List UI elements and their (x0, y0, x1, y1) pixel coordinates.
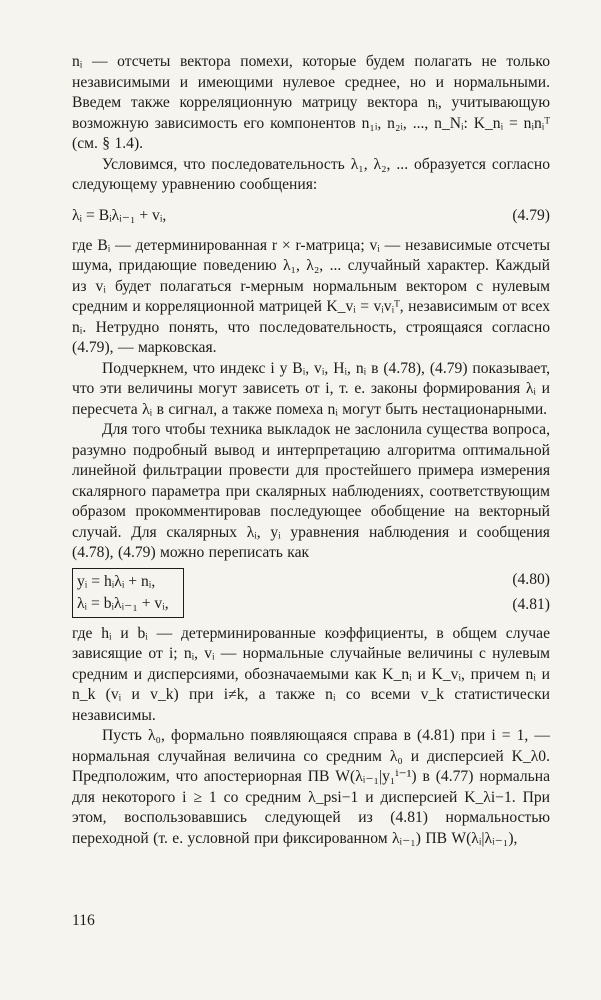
paragraph-matrix-definitions: где Bᵢ — детерминированная r × r-матрица; vᵢ — независимые отсчеты шума, придающие поведению λ₁, λ₂, ... случайный характер. Каждый из vᵢ будет полагаться r-мерным нормальным вектором с нулевым средним и корреляционной матрицей K_vᵢ = vᵢvᵢᵀ, независимым от всех nᵢ. Нетрудно понять, что последовательность, строящаяся согласно (4.79), — марковская. (72, 236, 550, 356)
paragraph-coefficients: где hᵢ и bᵢ — детерминированные коэффициенты, в общем случае зависящие от i; nᵢ, vᵢ — нормальные случайные величины с нулевым средним и дисперсиями, обозначаемыми как K_nᵢ и K_vᵢ, причем nᵢ и n_k (vᵢ и v_k) при i≠k, а также nᵢ со всеми v_k статистически независимы. (72, 624, 550, 724)
equation-4-79 (72, 205, 550, 227)
paragraph-posterior: Пусть λ₀, формально появляющаяся справа в (4.81) при i = 1, — нормальная случайная величина со средним λ₀ и дисперсией K_λ0. Предположим, что апостериорная ПВ W(λᵢ₋₁|y₁ⁱ⁻¹) в (4.77) нормальна для некоторого i ≥ 1 со средним λ_psi−1 и дисперсией K_λi−1. При этом, воспользовавшись следующей из (4.81) нормальностью переходной (т. е. условной при фиксированном λᵢ₋₁) ПВ W(λᵢ|λᵢ₋₁), (72, 727, 550, 847)
paragraph-message-sequence: Условимся, что последовательность λ₁, λ₂, ... образуется согласно следующему уравнению сообщения: (72, 155, 550, 193)
paragraph-scalar-case: Для того чтобы техника выкладок не заслонила существа вопроса, разумно подробный вывод и интерпретацию алгоритма оптимальной линейной фильтрации провести для простейшего примера измерения скалярного параметра при скалярных наблюдениях, соответствующим образом прокомментировав последующее обобщение на векторный случай. Для скалярных λᵢ, yᵢ уравнения наблюдения и сообщения (4.78), (4.79) можно переписать как (72, 421, 550, 561)
equation-4-81-number: (4.81) (512, 596, 550, 613)
equation-4-81-formula: λᵢ = bᵢλᵢ₋₁ + vᵢ, (77, 594, 169, 612)
equation-4-80-formula: yᵢ = hᵢλᵢ + nᵢ, (77, 572, 156, 590)
equation-4-80-number: (4.80) (512, 571, 550, 588)
equation-4-79-number: (4.79) (512, 206, 550, 224)
paragraph-index-note: Подчеркнем, что индекс i у Bᵢ, vᵢ, Hᵢ, nᵢ в (4.78), (4.79) показывает, что эти величины могут зависеть от i, т. е. законы формирования λᵢ и пересчета λᵢ в сигнал, а также помеха nᵢ могут быть нестационарными. (72, 359, 550, 418)
equation-4-79-formula: λᵢ = Bᵢλᵢ₋₁ + vᵢ, (72, 207, 167, 224)
page-number: 116 (72, 912, 95, 929)
paragraph-noise-vector: nᵢ — отсчеты вектора помехи, которые будем полагать не только независимыми и имеющими нулевое среднее, но и нормальными. Введем также корреляционную матрицу вектора nᵢ, учитывающую возможную зависимость его компонентов n₁ᵢ, n₂ᵢ, ..., n_Nᵢ: K_nᵢ = nᵢnᵢᵀ (см. § 1.4). (72, 53, 550, 152)
equation-box (72, 568, 184, 618)
page-body (72, 52, 550, 849)
equation-numbers (512, 568, 550, 618)
boxed-equations (72, 568, 550, 618)
